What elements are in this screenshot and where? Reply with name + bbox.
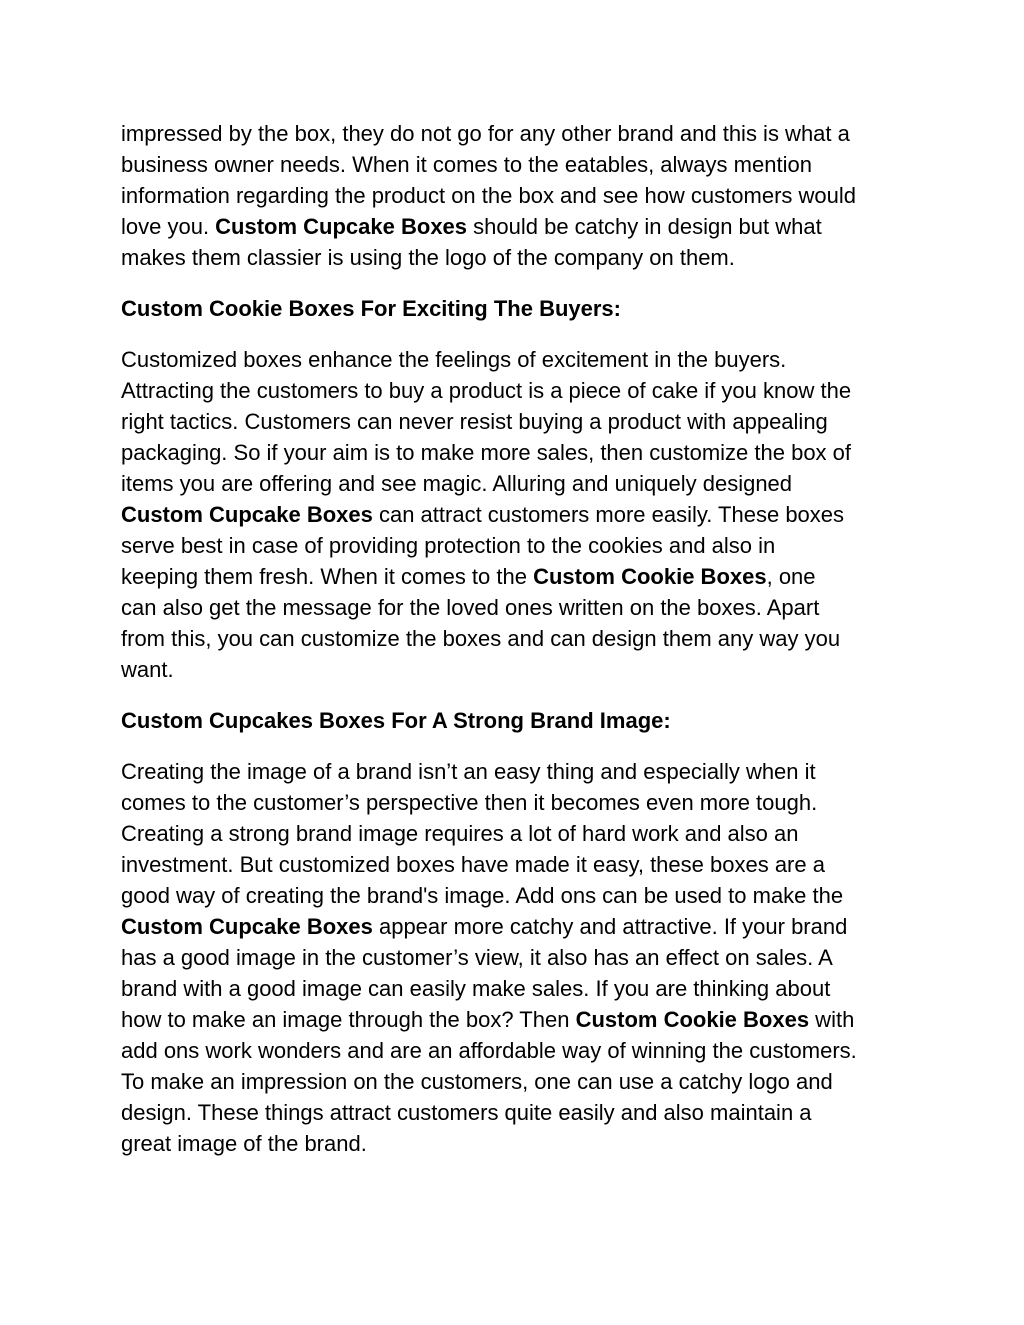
text-line xyxy=(121,180,921,211)
text-line xyxy=(121,1097,921,1128)
paragraph-exciting-buyers xyxy=(121,344,921,685)
text-line xyxy=(121,756,921,787)
text-line xyxy=(121,911,921,942)
text-run: Attracting the customers to buy a product is a piece of cake if you know the xyxy=(121,378,852,403)
text-line xyxy=(121,1128,921,1159)
text-line xyxy=(121,1004,921,1035)
text-line xyxy=(121,149,921,180)
text-run: great image of the brand. xyxy=(121,1131,367,1156)
text-run: keeping them fresh. When it comes to the xyxy=(121,564,534,589)
text-run: want. xyxy=(121,657,174,682)
text-line xyxy=(121,787,921,818)
text-line xyxy=(121,880,921,911)
text-line xyxy=(121,1035,921,1066)
text-run: makes them classier is using the logo of the company on them. xyxy=(121,245,735,270)
heading-strong-brand-image xyxy=(121,705,921,736)
text-run: packaging. So if your aim is to make more sales, then customize the box of xyxy=(121,440,852,465)
text-run: business owner needs. When it comes to the eatables, always mention xyxy=(121,152,812,177)
text-run: Custom Cupcakes Boxes For A Strong Brand Image: xyxy=(121,708,671,733)
text-run: right tactics. Customers can never resist buying a product with appealing xyxy=(121,409,828,434)
text-line xyxy=(121,118,921,149)
text-line xyxy=(121,849,921,880)
text-line xyxy=(121,818,921,849)
text-line xyxy=(121,1066,921,1097)
text-line xyxy=(121,561,921,592)
text-run: can attract customers more easily. These boxes xyxy=(372,502,845,527)
text-run: To make an impression on the customers, one can use a catchy logo and xyxy=(121,1069,833,1094)
text-run: from this, you can customize the boxes and can design them any way you xyxy=(121,626,841,651)
text-run: add ons work wonders and are an affordable way of winning the customers. xyxy=(121,1038,857,1063)
text-run: how to make an image through the box? Then xyxy=(121,1007,576,1032)
text-line xyxy=(121,623,921,654)
text-run: good way of creating the brand's image. Add ons can be used to make the xyxy=(121,883,844,908)
text-run: appear more catchy and attractive. If your brand xyxy=(372,914,848,939)
text-run: Creating a strong brand image requires a lot of hard work and also an xyxy=(121,821,799,846)
text-run: Custom Cookie Boxes For Exciting The Buyers: xyxy=(121,296,621,321)
bold-keyword: Custom Cupcake Boxes xyxy=(121,914,373,939)
heading-line xyxy=(121,705,921,736)
text-line xyxy=(121,242,921,273)
text-run: information regarding the product on the box and see how customers would xyxy=(121,183,856,208)
text-line xyxy=(121,530,921,561)
text-line xyxy=(121,468,921,499)
text-line xyxy=(121,344,921,375)
text-line xyxy=(121,211,921,242)
paragraph-intro-continued xyxy=(121,118,921,273)
text-run: should be catchy in design but what xyxy=(467,214,822,239)
text-run: can also get the message for the loved ones written on the boxes. Apart xyxy=(121,595,820,620)
text-run: Customized boxes enhance the feelings of excitement in the buyers. xyxy=(121,347,787,372)
text-line xyxy=(121,406,921,437)
text-line xyxy=(121,654,921,685)
text-run: impressed by the box, they do not go for any other brand and this is what a xyxy=(121,121,850,146)
bold-keyword: Custom Cookie Boxes xyxy=(533,564,767,589)
text-line xyxy=(121,942,921,973)
text-run: serve best in case of providing protection to the cookies and also in xyxy=(121,533,776,558)
text-run: brand with a good image can easily make sales. If you are thinking about xyxy=(121,976,831,1001)
text-run: love you. xyxy=(121,214,216,239)
text-run: design. These things attract customers quite easily and also maintain a xyxy=(121,1100,812,1125)
text-line xyxy=(121,437,921,468)
bold-keyword: Custom Cupcake Boxes xyxy=(121,502,373,527)
text-run: has a good image in the customer’s view, it also has an effect on sales. A xyxy=(121,945,833,970)
text-run: investment. But customized boxes have made it easy, these boxes are a xyxy=(121,852,825,877)
text-run: with xyxy=(809,1007,855,1032)
text-line xyxy=(121,973,921,1004)
text-line xyxy=(121,499,921,530)
document-page xyxy=(121,118,921,1179)
text-run: comes to the customer’s perspective then it becomes even more tough. xyxy=(121,790,818,815)
heading-custom-cookie-boxes xyxy=(121,293,921,324)
paragraph-brand-image xyxy=(121,756,921,1159)
heading-line xyxy=(121,293,921,324)
text-run: Creating the image of a brand isn’t an easy thing and especially when it xyxy=(121,759,816,784)
text-line xyxy=(121,592,921,623)
text-run: , one xyxy=(766,564,816,589)
bold-keyword: Custom Cookie Boxes xyxy=(575,1007,810,1032)
bold-keyword: Custom Cupcake Boxes xyxy=(215,214,468,239)
text-run: items you are offering and see magic. Alluring and uniquely designed xyxy=(121,471,793,496)
text-line xyxy=(121,375,921,406)
